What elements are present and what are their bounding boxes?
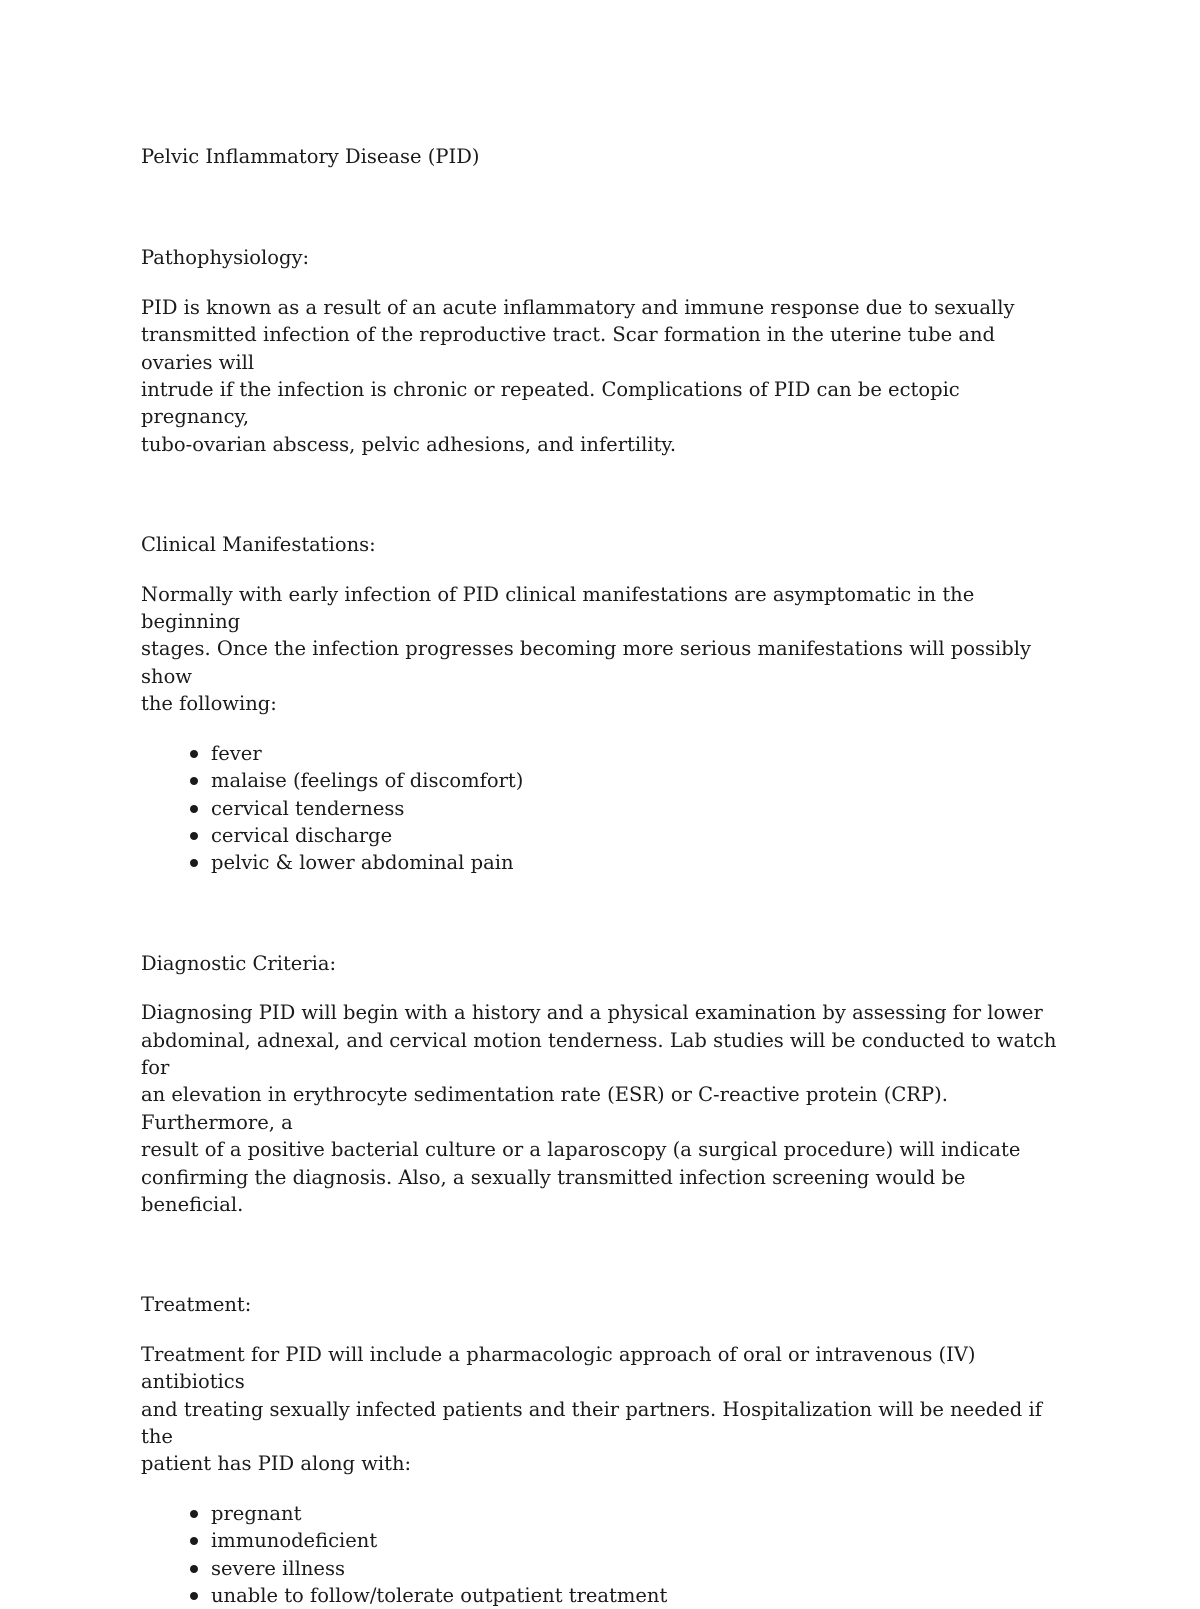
- pathophysiology-paragraph: [141, 294, 1071, 458]
- list-item: fever: [141, 740, 1071, 767]
- text-line: and treating sexually infected patients and their partners. Hospitalization will be needed if the: [141, 1397, 1042, 1448]
- list-item: immunodeficient: [141, 1527, 1071, 1554]
- text-line: the following:: [141, 692, 277, 716]
- list-item: cervical tenderness: [141, 795, 1071, 822]
- text-line: intrude if the infection is chronic or repeated. Complications of PID can be ectopic pregnancy,: [141, 378, 960, 429]
- text-line: confirming the diagnosis. Also, a sexually transmitted infection screening would be beneficial.: [141, 1165, 966, 1216]
- section-heading-clinical-manifestations: Clinical Manifestations:: [141, 533, 376, 557]
- text-line: result of a positive bacterial culture or a laparoscopy (a surgical procedure) will indicate: [141, 1138, 1021, 1162]
- document-title: Pelvic Inflammatory Disease (PID): [141, 145, 480, 168]
- text-line: transmitted infection of the reproductive tract. Scar formation in the uterine tube and ovaries will: [141, 323, 996, 374]
- list-item: pregnant: [141, 1500, 1071, 1527]
- text-line: Normally with early infection of PID clinical manifestations are asymptomatic in the beginning: [141, 582, 975, 634]
- hospitalization-criteria-list: [141, 1500, 1071, 1609]
- text-line: tubo-ovarian abscess, pelvic adhesions, and infertility.: [141, 432, 677, 456]
- text-line: stages. Once the infection progresses becoming more serious manifestations will possibly show: [141, 637, 1032, 688]
- list-item: malaise (feelings of discomfort): [141, 767, 1071, 794]
- text-line: an elevation in erythrocyte sedimentation rate (ESR) or C-reactive protein (CRP). Furthermore, a: [141, 1083, 948, 1134]
- document-body: [141, 143, 1071, 1609]
- treatment-paragraph: [141, 1341, 1071, 1478]
- section-heading-diagnostic-criteria: Diagnostic Criteria:: [141, 951, 337, 975]
- clinical-symptoms-list: [141, 740, 1071, 877]
- text-line: PID is known as a result of an acute inflammatory and immune response due to sexually: [141, 295, 1015, 319]
- text-line: Treatment for PID will include a pharmacologic approach of oral or intravenous (IV) antibiotics: [141, 1342, 976, 1394]
- text-line: Diagnosing PID will begin with a history and a physical examination by assessing for lower: [141, 1001, 1043, 1025]
- clinical-paragraph: [141, 581, 1071, 718]
- text-line: patient has PID along with:: [141, 1452, 412, 1476]
- list-item: severe illness: [141, 1555, 1071, 1582]
- text-line: abdominal, adnexal, and cervical motion tenderness. Lab studies will be conducted to watch for: [141, 1028, 1057, 1079]
- list-item: cervical discharge: [141, 822, 1071, 849]
- section-heading-pathophysiology: Pathophysiology:: [141, 246, 310, 270]
- section-heading-treatment: Treatment:: [141, 1293, 252, 1317]
- diagnostic-paragraph: [141, 999, 1071, 1218]
- list-item: pelvic & lower abdominal pain: [141, 849, 1071, 876]
- list-item: unable to follow/tolerate outpatient treatment: [141, 1582, 1071, 1609]
